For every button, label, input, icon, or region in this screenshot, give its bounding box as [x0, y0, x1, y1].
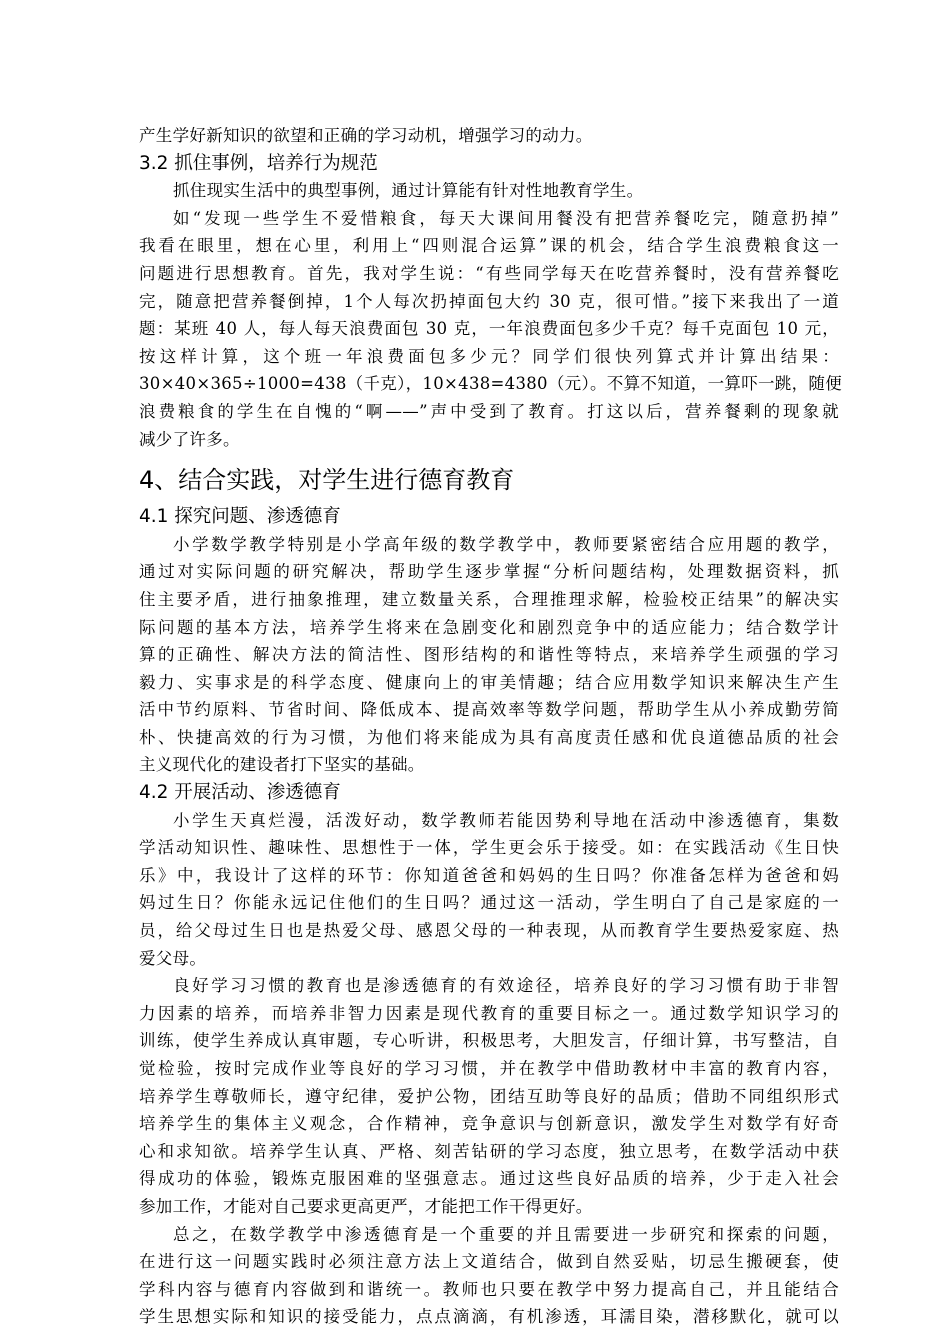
paragraph-line: 通过对实际问题的研究解决，帮助学生逐步掌握“分析问题结构，处理数据资料，抓 — [139, 562, 839, 582]
paragraph-line: 小学数学教学特别是小学高年级的数学教学中，教师要紧密结合应用题的教学， — [173, 534, 839, 554]
paragraph-line: 按这样计算，这个班一年浪费面包多少元？同学们很快列算式并计算出结果： — [139, 346, 839, 366]
paragraph-line: 爱父母。 — [139, 948, 207, 968]
paragraph-line: 抓住现实生活中的典型事例，通过计算能有针对性地教育学生。 — [173, 181, 644, 201]
paragraph-line: 主义现代化的建设者打下坚实的基础。 — [139, 755, 425, 775]
paragraph-line: 妈过生日？你能永远记住他们的生日吗？通过这一活动，学生明白了自己是家庭的一 — [139, 893, 839, 913]
paragraph-line: 培养学生的集体主义观念，合作精神，竞争意识与创新意识，激发学生对数学有好奇 — [139, 1114, 839, 1134]
section-heading-3-2: 3.2 抓住事例，培养行为规范 — [139, 152, 378, 174]
paragraph-line: 毅力、实事求是的科学态度、健康向上的审美情趣；结合应用数学知识来解决生产生 — [139, 672, 839, 692]
paragraph-line: 题：某班 40 人，每人每天浪费面包 30 克，一年浪费面包多少千克？每千克面包 10 元， — [139, 319, 839, 339]
paragraph-line: 30×40×365÷1000=438（千克），10×438=4380（元）。不算不知道，一算吓一跳，随便 — [139, 374, 842, 394]
paragraph-line: 学生思想实际和知识的接受能力，点点滴滴，有机渗透，耳濡目染，潜移默化，就可以 — [139, 1307, 839, 1327]
paragraph-line: 学活动知识性、趣味性、思想性于一体，学生更会乐于接受。如：在实践活动《生日快 — [139, 838, 839, 858]
paragraph-line: 参加工作，才能对自己要求更高更严，才能把工作干得更好。 — [139, 1196, 593, 1216]
paragraph-line: 在进行这一问题实践时必须注意方法上文道结合，做到自然妥贴，切忌生搬硬套，使 — [139, 1252, 839, 1272]
section-4-1-paragraph — [139, 531, 839, 779]
section-4-2-paragraph-3 — [139, 1221, 839, 1331]
section-heading-4-2: 4.2 开展活动、渗透德育 — [139, 782, 341, 804]
paragraph-line: 学科内容与德育内容做到和谐统一。教师也只要在教学中努力提高自己，并且能结合 — [139, 1279, 839, 1299]
paragraph-line: 培养学生尊敬师长，遵守纪律，爱护公物，团结互助等良好的品质；借助不同组织形式 — [139, 1086, 839, 1106]
paragraph-line: 住主要矛盾，进行抽象推理，建立数量关系，合理推理求解，检验校正结果”的解决实 — [139, 589, 839, 609]
section-4-2-paragraph-1 — [139, 807, 839, 973]
paragraph-line: 良好学习习惯的教育也是渗透德育的有效途径，培养良好的学习习惯有助于非智 — [173, 976, 839, 996]
paragraph-line: 活中节约原料、节省时间、降低成本、提高效率等数学问题，帮助学生从小养成勤劳简 — [139, 700, 839, 720]
paragraph-line: 小学生天真烂漫，活泼好动，数学教师若能因势利导地在活动中渗透德育，集数 — [173, 810, 839, 830]
paragraph-line: 力因素的培养，而培养非智力因素是现代教育的重要目标之一。通过数学知识学习的 — [139, 1003, 839, 1023]
paragraph-line: 浪费粮食的学生在自愧的“啊——”声中受到了教育。打这以后，营养餐剩的现象就 — [139, 401, 839, 421]
section-heading-4: 4、结合实践，对学生进行德育教育 — [139, 466, 515, 495]
paragraph-line: 问题进行思想教育。首先，我对学生说：“有些同学每天在吃营养餐时，没有营养餐吃 — [139, 263, 839, 283]
paragraph-line: 朴、快捷高效的行为习惯，为他们将来能成为具有高度责任感和优良道德品质的社会 — [139, 727, 839, 747]
document-body — [139, 122, 842, 1331]
paragraph-line: 总之，在数学教学中渗透德育是一个重要的并且需要进一步研究和探索的问题， — [173, 1224, 839, 1244]
paragraph-line: 减少了许多。 — [139, 429, 240, 449]
paragraph-line: 得成功的体验，锻炼克服困难的坚强意志。通过这些良好品质的培养，少于走入社会 — [139, 1169, 839, 1189]
section-3-2-paragraphs — [139, 177, 842, 453]
paragraph-line: 训练，使学生养成认真审题，专心听讲，积极思考，大胆发言，仔细计算，书写整洁，自 — [139, 1031, 839, 1051]
paragraph-line: 我看在眼里，想在心里，利用上“四则混合运算”课的机会，结合学生浪费粮食这一 — [139, 236, 839, 256]
paragraph-line: 算的正确性、解决方法的简洁性、图形结构的和谐性等特点，来培养学生顽强的学习 — [139, 645, 839, 665]
paragraph-line: 乐》中，我设计了这样的环节：你知道爸爸和妈妈的生日吗？你准备怎样为爸爸和妈 — [139, 865, 839, 885]
section-4-2-paragraph-2 — [139, 972, 839, 1220]
section-heading-4-1: 4.1 探究问题、渗透德育 — [139, 506, 341, 528]
paragraph-line: 如“发现一些学生不爱惜粮食，每天大课间用餐没有把营养餐吃完，随意扔掉” — [173, 208, 839, 228]
paragraph-line: 产生学好新知识的欲望和正确的学习动机，增强学习的动力。 — [139, 126, 593, 145]
paragraph-line: 觉检验，按时完成作业等良好的学习习惯，并在教学中借助教材中丰富的教育内容， — [139, 1059, 839, 1078]
paragraph-line: 员，给父母过生日也是热爱父母、感恩父母的一种表现，从而教育学生要热爱家庭、热 — [139, 921, 839, 941]
paragraph-line: 心和求知欲。培养学生认真、严格、刻苦钻研的学习态度，独立思考，在数学活动中获 — [139, 1141, 839, 1161]
paragraph-line: 完，随意把营养餐倒掉，1个人每次扔掉面包大约 30 克，很可惜。”接下来我出了一道 — [139, 291, 839, 311]
paragraph-line: 际问题的基本方法，培养学生将来在急剧变化和剧烈竞争中的适应能力；结合数学计 — [139, 617, 839, 637]
